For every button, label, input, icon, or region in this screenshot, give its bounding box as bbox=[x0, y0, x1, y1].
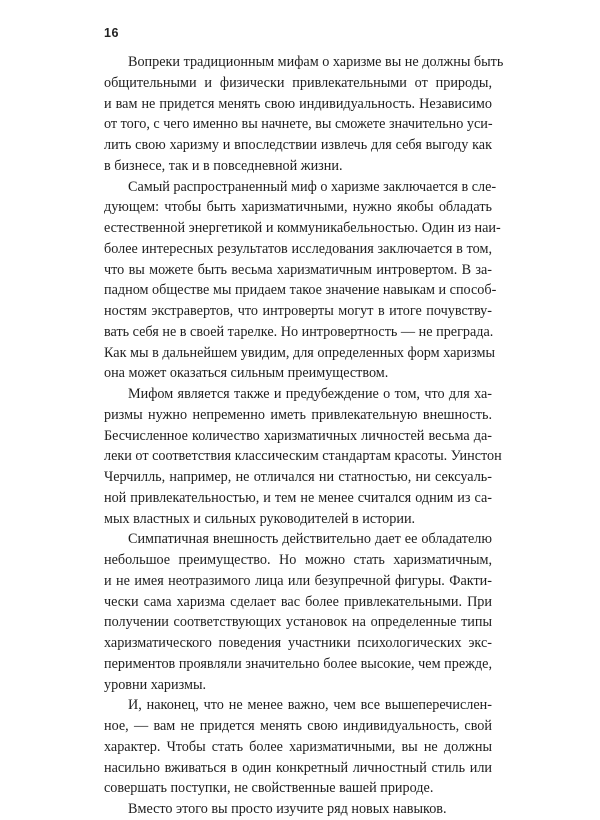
text-line: лить свою харизму и впоследствии извлечь для себя выгоду как bbox=[104, 137, 492, 153]
text-line: более интересных результатов исследования заключается в том, bbox=[104, 240, 492, 257]
text-line: Черчилль, например, не отличался ни статностью, ни сексуаль- bbox=[104, 469, 492, 485]
text-line: насильно вживаться в один конкретный личностный стиль или bbox=[104, 759, 492, 776]
text-line: от того, с чего именно вы начнете, вы сможете значительно уси- bbox=[104, 116, 493, 133]
paragraph-3 bbox=[104, 384, 502, 529]
text-line: небольшое преимущество. Но можно стать харизматичным, bbox=[104, 552, 492, 568]
text-line: ной привлекательностью, и тем не менее считался одним из са- bbox=[104, 489, 492, 506]
text-line: характер. Чтобы стать более харизматичными, вы не должны bbox=[104, 738, 492, 755]
text-line: получении соответствующих установок на определенные типы bbox=[104, 614, 492, 631]
text-line: периментов проявляли значительно более высокие, чем прежде, bbox=[104, 655, 492, 672]
text-line: ризмы нужно непременно иметь привлекательную внешность. bbox=[104, 406, 492, 423]
text-line: леки от соответствия классическим стандартам красоты. Уинстон bbox=[104, 448, 502, 465]
paragraph-1 bbox=[104, 52, 504, 177]
text-line: Самый распространенный миф о харизме заключается в сле- bbox=[128, 178, 497, 195]
text-line: что вы можете быть весьма харизматичным интровертом. В за- bbox=[104, 261, 492, 278]
paragraph-2 bbox=[104, 177, 501, 385]
paragraph-5 bbox=[104, 695, 492, 799]
text-line: мых властных и сильных руководителей в истории. bbox=[104, 510, 416, 527]
text-line: общительными и физически привлекательными от природы, bbox=[104, 74, 492, 91]
text-line: уровни харизмы. bbox=[104, 676, 207, 693]
text-line: она может оказаться сильным преимуществом. bbox=[104, 365, 389, 382]
text-line: харизматического поведения участники психологических экс- bbox=[104, 635, 492, 651]
text-line: и не имея неотразимого лица или безупречной фигуры. Факти- bbox=[104, 572, 492, 589]
text-line: чески сама харизма сделает вас более привлекательными. При bbox=[104, 593, 492, 610]
page-number: 16 bbox=[104, 26, 119, 40]
text-line: вать себя не в своей тарелке. Но интровертность — не преграда. bbox=[104, 323, 494, 340]
text-line: естественной энергетикой и коммуникабельностью. Один из наи- bbox=[104, 220, 501, 236]
paragraph-6 bbox=[104, 799, 492, 820]
text-line: Вместо этого вы просто изучите ряд новых навыков. bbox=[128, 801, 447, 817]
text-line: Мифом является также и предубеждение о том, что для ха- bbox=[128, 386, 492, 402]
text-line: совершать поступки, не свойственные вашей природе. bbox=[104, 780, 434, 797]
text-line: Как мы в дальнейшем увидим, для определенных форм харизмы bbox=[104, 344, 496, 361]
text-line: дующем: чтобы быть харизматичными, нужно якобы обладать bbox=[104, 199, 492, 216]
text-line: ностям экстравертов, что интроверты могут в итоге почувству- bbox=[104, 303, 492, 319]
text-line: и вам не придется менять свою индивидуальность. Независимо bbox=[104, 95, 492, 112]
text-line: Бесчисленное количество харизматичных личностей весьма да- bbox=[104, 427, 492, 444]
text-line: в бизнесе, так и в повседневной жизни. bbox=[104, 157, 343, 174]
text-line: ное, — вам не придется менять свою индивидуальность, свой bbox=[104, 718, 492, 734]
text-line: Симпатичная внешность действительно дает ее обладателю bbox=[128, 531, 492, 548]
text-line: падном обществе мы придаем такое значение навыкам и способ- bbox=[104, 282, 497, 299]
text-line: И, наконец, что не менее важно, чем все вышеперечислен- bbox=[128, 697, 492, 714]
text-line: Вопреки традиционным мифам о харизме вы не должны быть bbox=[128, 54, 504, 70]
paragraph-4 bbox=[104, 529, 492, 695]
body-text bbox=[104, 52, 504, 820]
